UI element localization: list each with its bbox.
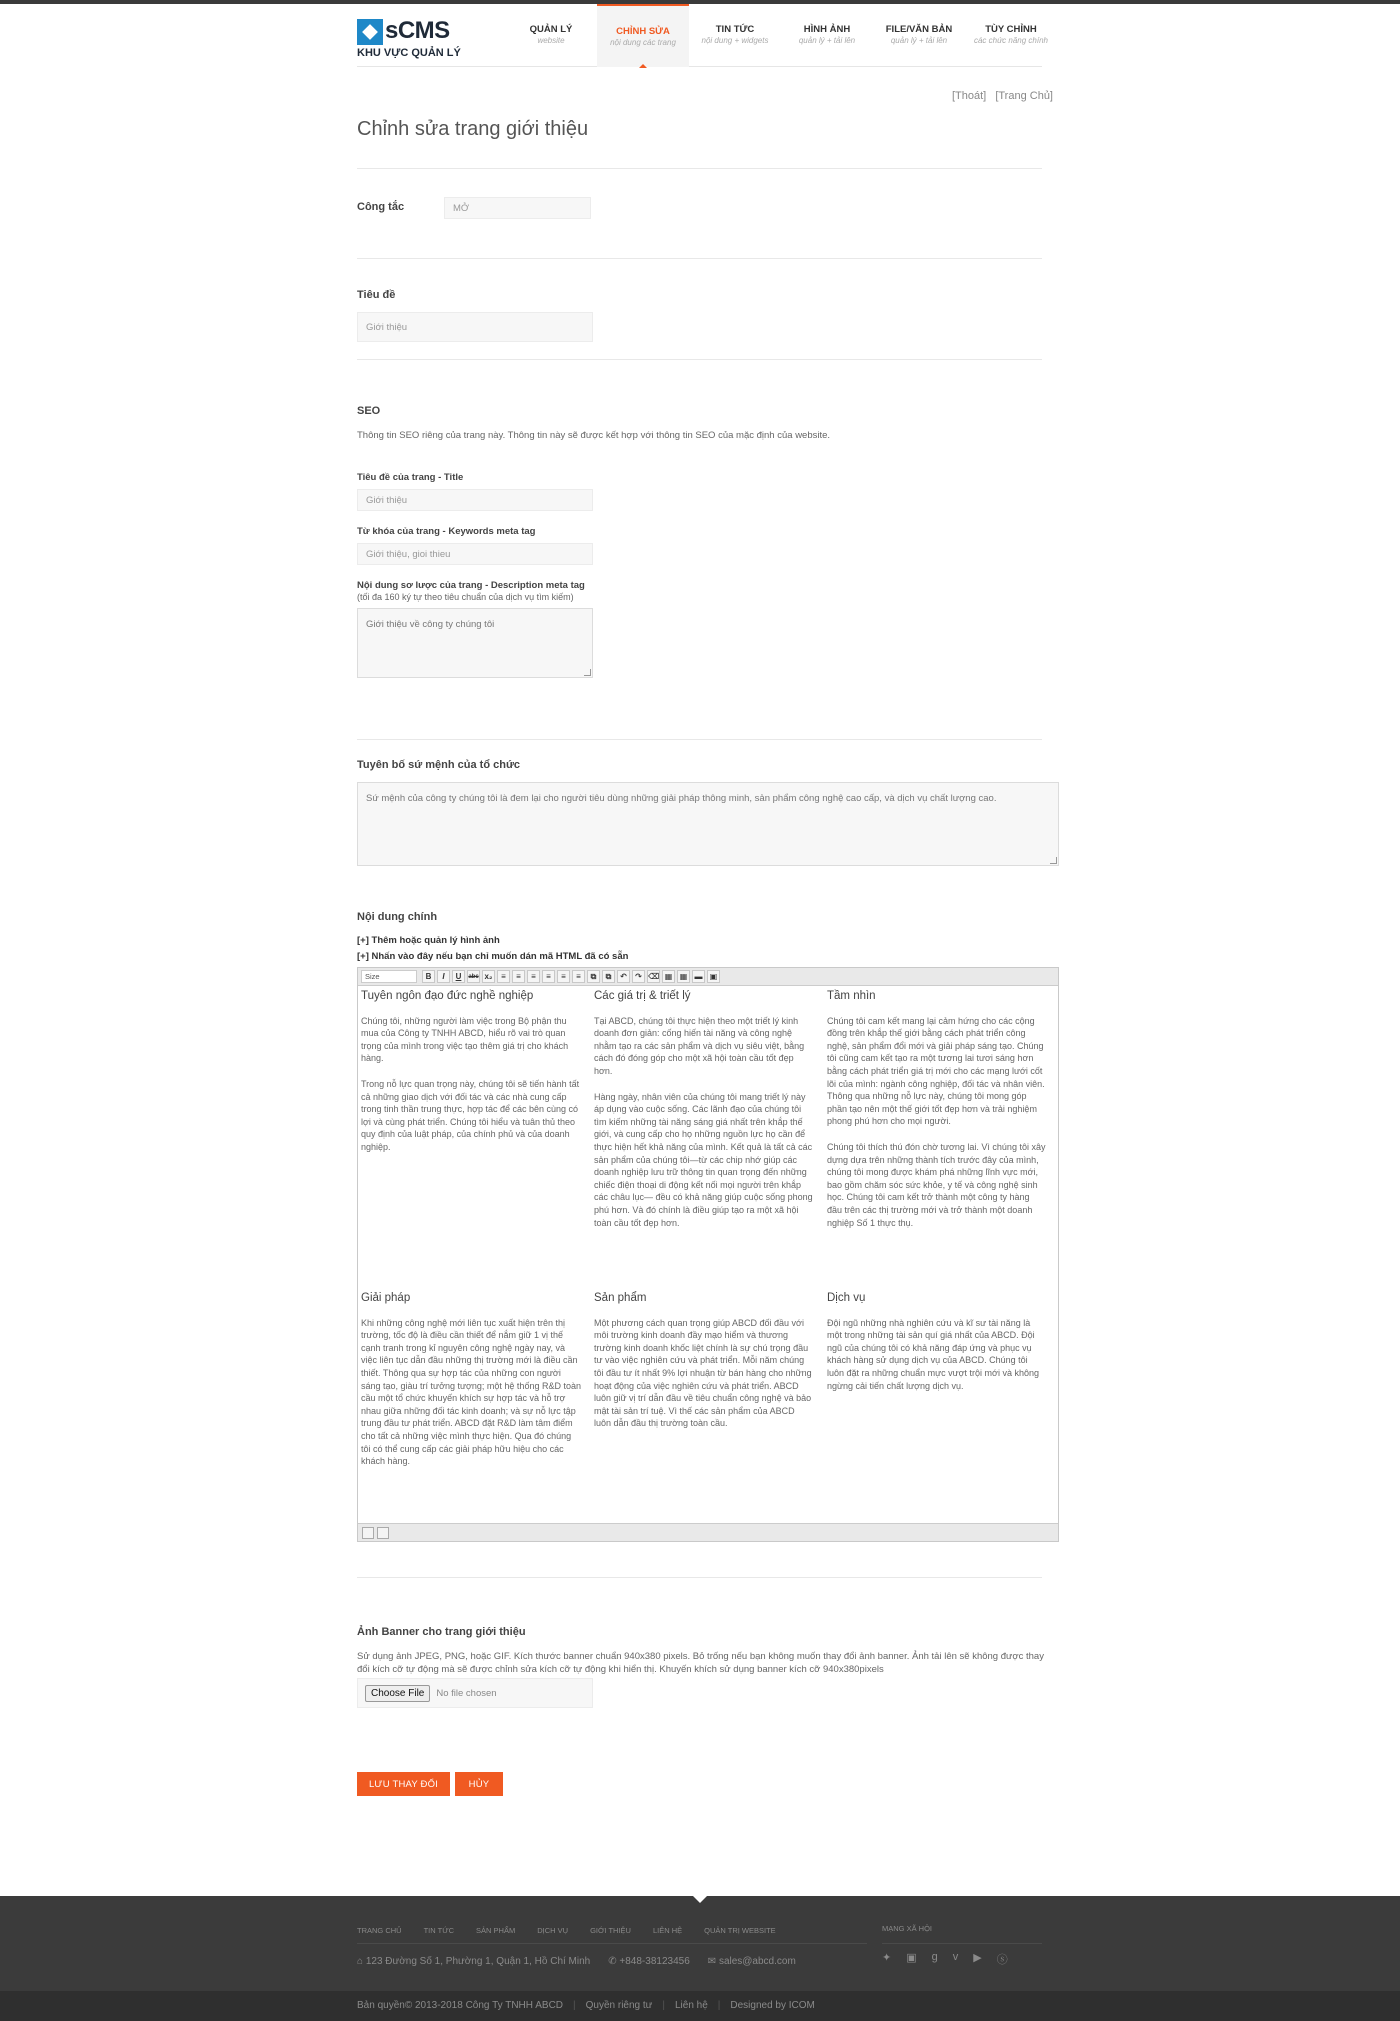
logo[interactable] xyxy=(357,17,461,59)
seo-heading: SEO xyxy=(357,405,381,417)
mail-icon: ✉ xyxy=(707,1956,719,1967)
footer-contact xyxy=(357,1956,796,1967)
skype-icon[interactable]: ⓢ xyxy=(996,1954,1008,1966)
footer-link-home[interactable]: TRANG CHỦ xyxy=(357,1926,402,1935)
column-paragraph: Tại ABCD, chúng tôi thực hiện theo một triết lý kinh doanh đơn giản: cống hiến tài năng và công nghệ nhằm tạo ra các sản phẩm và dịch vụ siêu việt, bằng cách đó đóng góp cho một xã hội toàn cầu tốt đẹp hơn. xyxy=(594,1015,805,1076)
editor-column-ethics xyxy=(361,990,581,1167)
underline-button[interactable]: U xyxy=(452,970,465,983)
footer-address: ⌂ 123 Đường Số 1, Phường 1, Quận 1, Hồ Chí Minh xyxy=(357,1956,591,1967)
designed-by: Designed by ICOM xyxy=(730,2000,815,2011)
remove-format-button[interactable]: ⌫ xyxy=(648,972,660,981)
nav-item-hinh-anh[interactable]: HÌNH ẢNH quản lý + tải lên xyxy=(798,24,856,45)
contact-link[interactable]: Liên hệ xyxy=(674,2000,708,2011)
strikethrough-button[interactable]: abc xyxy=(467,970,480,983)
footer-link-contact[interactable]: LIÊN HỆ xyxy=(652,1926,683,1935)
insert-table-button[interactable]: ▣ xyxy=(707,970,720,983)
twitter-icon[interactable]: ✦ xyxy=(882,1952,892,1964)
seo-description-hint: (tối đa 160 ký tự theo tiêu chuẩn của dịch vụ tìm kiếm) xyxy=(357,592,574,602)
editor-bottom-bar xyxy=(358,1523,1058,1541)
title-label: Tiêu đề xyxy=(357,289,396,301)
divider xyxy=(357,739,1042,740)
column-title: Tầm nhìn xyxy=(827,990,876,1002)
paste-button[interactable]: ⧉ xyxy=(602,970,615,983)
nav-item-chinh-sua[interactable]: CHỈNH SỬA nội dung các trang xyxy=(597,4,689,67)
choose-file-button[interactable]: Choose File xyxy=(365,1685,430,1702)
editor-column-values xyxy=(594,990,814,1242)
unordered-list-button[interactable]: ≡ xyxy=(512,970,525,983)
insert-link-button[interactable]: ▦ xyxy=(677,970,690,983)
column-title: Giải pháp xyxy=(361,1292,411,1304)
seo-keywords-input[interactable]: Giới thiệu, gioi thieu xyxy=(357,543,593,565)
content-label: Nội dung chính xyxy=(357,911,438,923)
editor-column-services xyxy=(827,1292,1047,1405)
social-label: MẠNG XÃ HỘI xyxy=(882,1924,933,1933)
outdent-button[interactable]: ≡ xyxy=(527,970,540,983)
seo-keywords-label: Từ khóa của trang - Keywords meta tag xyxy=(357,526,536,537)
logo-brand: sCMS xyxy=(385,17,450,44)
column-paragraph: Hàng ngày, nhân viên của chúng tôi mang triết lý này áp dụng vào cuộc sống. Các lãnh đạo của chúng tôi tìm kiếm những tài năng sáng giá nhất trên khắp thế giới, và cung cấp cho họ những nguồn lực họ cần để thực hiện hết khả năng của mình. Kết quả là tất cả các sản phẩm của chúng tôi—từ các chip nhớ giúp các doanh nghiệp lưu trữ thông tin quan trọng đến những chiếc điện thoại di động kết nối mọi người trên khắp các châu lục— đều có khả năng giúp cuộc sống phong phú hơn. Và đó chính là điều giúp tạo ra một xã hội toàn cầu tốt đẹp hơn. xyxy=(594,1091,813,1228)
top-links xyxy=(946,90,1053,102)
column-paragraph: Một phương cách quan trọng giúp ABCD đối đầu với môi trường kinh doanh đầy mạo hiểm và thương trường kinh doanh khốc liệt chính là sự chú trọng đầu tư vào việc nghiên cứu và phát triển. Mỗi năm chúng tôi đầu tư ít nhất 9% lợi nhuận từ bán hàng cho những hoạt động của việc nghiên cứu và phát triển. ABCD luôn giữ vị trí dẫn đầu về tiêu chuẩn công nghệ và bảo mật tài sản trí tuệ. Vì thế các sản phẩm của ABCD luôn dẫn đầu thị trường toàn cầu. xyxy=(594,1317,812,1429)
switch-label: Công tắc xyxy=(357,201,405,213)
manage-images-link[interactable]: [+] Thêm hoặc quản lý hình ảnh xyxy=(357,935,500,946)
column-title: Dịch vụ xyxy=(827,1292,866,1304)
footer xyxy=(0,1896,1400,2021)
phone-icon: ✆ xyxy=(608,1956,620,1967)
home-link[interactable]: [Trang Chủ] xyxy=(995,90,1053,102)
subscript-button[interactable]: x₂ xyxy=(482,970,495,983)
rich-text-editor[interactable] xyxy=(357,967,1059,1542)
seo-title-label: Tiêu đề của trang - Title xyxy=(357,472,464,483)
editor-column-solutions xyxy=(361,1292,581,1481)
footer-link-services[interactable]: DỊCH VỤ xyxy=(537,1926,569,1935)
nav-item-quan-ly[interactable]: QUẢN LÝ website xyxy=(529,24,573,45)
footer-link-about[interactable]: GIỚI THIỆU xyxy=(590,1926,631,1935)
column-paragraph: Đội ngũ những nhà nghiên cứu và kĩ sư tài năng là một trong những tài sản quí giá nhất của ABCD. Đội ngũ của chúng tôi có khả năng đáp ứng và phục vụ khách hàng sử dụng dịch vụ của ABCD. Chúng tôi luôn đặt ra những chuẩn mực vượt trội mới và không ngừng cải tiến chất lượng dịch vụ. xyxy=(827,1317,1039,1391)
divider xyxy=(357,1577,1042,1578)
undo-button[interactable]: ↶ xyxy=(617,970,630,983)
column-title: Sản phẩm xyxy=(594,1292,647,1304)
editor-column-products xyxy=(594,1292,814,1443)
seo-description-label: Nội dung sơ lược của trang - Description meta tag xyxy=(357,580,585,591)
editor-column-vision xyxy=(827,990,1047,1242)
switch-select[interactable]: MỞ xyxy=(444,197,591,219)
youtube-icon[interactable]: ▶ xyxy=(973,1952,982,1964)
separator: | xyxy=(662,2000,665,2011)
logo-icon xyxy=(357,19,383,45)
social-icons xyxy=(882,1951,1008,1967)
footer-phone: ✆ +848-38123456 xyxy=(608,1956,690,1967)
column-title: Tuyên ngôn đạo đức nghề nghiệp xyxy=(361,990,534,1002)
page-title: Chỉnh sửa trang giới thiệu xyxy=(357,118,589,140)
footer-link-admin[interactable]: QUẢN TRỊ WEBSITE xyxy=(704,1926,776,1935)
column-paragraph: Trong nỗ lực quan trọng này, chúng tôi sẽ tiến hành tất cả những giao dịch với đối tác và các nhà cung cấp trong tinh thần trung thực, hợp tác để các bên cùng có lợi và cùng phát triển. Chúng tôi hiểu và tuân thủ theo quy định của luật pháp, của chính phủ và của doanh nghiệp. xyxy=(361,1078,580,1152)
main-nav xyxy=(505,4,1057,67)
separator: | xyxy=(717,2000,721,2011)
home-icon: ⌂ xyxy=(357,1956,366,1967)
insert-image-button[interactable]: ▦ xyxy=(662,970,675,983)
logo-subtitle: KHU VỰC QUẢN LÝ xyxy=(357,47,461,59)
privacy-link[interactable]: Quyền riêng tư xyxy=(585,2000,653,2011)
copyright: Bản quyền© 2013-2018 Công Ty TNHH ABCD xyxy=(357,2000,564,2011)
separator: | xyxy=(573,2000,576,2011)
editor-toolbar xyxy=(358,968,1058,986)
seo-title-input[interactable]: Giới thiệu xyxy=(357,489,593,511)
footer-bottom xyxy=(0,1991,1400,2021)
ordered-list-button[interactable]: ≡ xyxy=(497,970,510,983)
no-file-label: No file chosen xyxy=(436,1687,497,1699)
footer-email[interactable]: ✉ sales@abcd.com xyxy=(707,1956,796,1967)
seo-description-textarea[interactable]: Giới thiệu về công ty chúng tôi xyxy=(357,608,593,678)
banner-label: Ảnh Banner cho trang giới thiệu xyxy=(357,1626,526,1638)
font-size-select[interactable]: Size xyxy=(361,970,417,983)
google-plus-icon[interactable]: g xyxy=(931,1951,938,1963)
column-paragraph: Chúng tôi cam kết mang lại cảm hứng cho các cộng đồng trên khắp thế giới bằng cách phát triển công nghệ, sản phẩm đổi mới và giải pháp sáng tạo. Chúng tôi cũng cam kết tạo ra một tương lai tươi sáng hơn bằng cách phát triển giá trị mới cho các mạng lưới cốt lõi của mình: ngành công nghiệp, đối tác và nhân viên. Thông qua những nỗ lực này, chúng tôi mong góp phần tạo nên một thế giới tốt đẹp hơn và trải nghiệm phong phú hơn cho mọi người. xyxy=(827,1015,1045,1127)
banner-file-input[interactable] xyxy=(357,1678,593,1708)
footer-link-products[interactable]: SẢN PHẨM xyxy=(476,1926,516,1935)
paste-html-link[interactable]: [+] Nhấn vào đây nếu bạn chỉ muốn dán mã HTML đã có sẵn xyxy=(357,951,629,962)
nav-item-tuy-chinh[interactable]: TÙY CHỈNH các chức năng chính xyxy=(973,24,1048,45)
column-paragraph: Chúng tôi thích thú đón chờ tương lai. Vì chúng tôi xây dựng dựa trên những thành tích trước đây của mình, chúng tôi mong được khám phá những lĩnh vực mới, bao gồm chăm sóc sức khỏe, y tế và công nghệ sinh học. Chúng tôi cam kết trở thành một công ty hàng đầu trên các thị trường mới và trở thành một doanh nghiệp Số 1 thực thụ. xyxy=(827,1141,1046,1228)
divider xyxy=(357,258,1042,259)
banner-description: Sử dụng ảnh JPEG, PNG, hoặc GIF. Kích thước banner chuẩn 940x380 pixels. Bỏ trống nếu bạn không muốn thay đổi ảnh banner. Ảnh tải lên sẽ không được thay đổi kích cỡ tự động mà sẽ được chỉnh sửa kích cỡ tự động khi hiển thị. Khuyến khích sử dụng banner kích cỡ 940x380pixels xyxy=(357,1651,1044,1675)
facebook-icon[interactable]: ▣ xyxy=(906,1952,917,1964)
column-title: Các giá trị & triết lý xyxy=(594,990,691,1002)
vimeo-icon[interactable]: v xyxy=(952,1951,959,1963)
mission-label: Tuyên bố sứ mệnh của tổ chức xyxy=(357,759,521,771)
footer-divider xyxy=(357,1943,867,1944)
horizontal-rule-button[interactable]: ▬ xyxy=(692,970,705,983)
copy-button[interactable]: ⧉ xyxy=(587,970,600,983)
cancel-button[interactable]: HỦY xyxy=(455,1772,503,1796)
header xyxy=(357,4,1048,67)
logout-link[interactable]: [Thoát] xyxy=(952,90,987,102)
column-paragraph: Chúng tôi, những người làm việc trong Bộ phận thu mua của Công ty TNHH ABCD, hiểu rõ vai trò quan trọng của mình trong việc tạo thêm giá trị cho khách hàng. xyxy=(361,1015,569,1064)
footer-link-news[interactable]: TIN TỨC xyxy=(423,1926,455,1935)
column-paragraph: Khi những công nghệ mới liên tục xuất hiện trên thị trường, tốc độ là điều cần thiết để nắm giữ 1 vị thế cạnh tranh trong kỉ nguyên công nghệ ngày nay, và việc liên tục dẫn đầu những thị trường mới là điều cần thiết. Thông qua sự hợp tác của những con người sáng tạo, giàu trí tưởng tượng; một hệ thống R&D toàn cầu một tổ chức khuyến khích sự hợp tác và hỗ trợ nhau giữa những đối tác kinh doanh; và sự nỗ lực tập trung đầu tư phát triển. ABCD đặt R&D làm tâm điểm cho tất cả những việc mình thực hiện. Qua đó chúng tôi có thể cung cấp các giải pháp hữu hiệu cho các khách hàng. xyxy=(361,1317,581,1467)
nav-item-tin-tuc[interactable]: TIN TỨC nội dung + widgets xyxy=(701,24,769,45)
align-left-button[interactable]: ≡ xyxy=(542,970,555,983)
mission-textarea[interactable]: Sứ mệnh của công ty chúng tôi là đem lại cho người tiêu dùng những giải pháp thông minh, sản phẩm công nghệ cao cấp, và dịch vụ chất lượng cao. xyxy=(357,782,1059,866)
seo-description: Thông tin SEO riêng của trang này. Thông tin này sẽ được kết hợp với thông tin SEO của mặc định của website. xyxy=(357,430,831,441)
title-input[interactable]: Giới thiệu xyxy=(357,312,593,342)
resize-icon[interactable] xyxy=(362,1527,374,1539)
divider xyxy=(357,168,1042,169)
align-center-button[interactable]: ≡ xyxy=(557,970,570,983)
redo-button[interactable]: ↷ xyxy=(632,970,645,983)
divider xyxy=(357,359,1042,360)
save-button[interactable]: LƯU THAY ĐỔI xyxy=(357,1772,450,1796)
footer-divider xyxy=(882,1943,1042,1944)
html-source-icon[interactable] xyxy=(377,1527,389,1539)
nav-item-file-van-ban[interactable]: FILE/VĂN BẢN quản lý + tải lên xyxy=(885,24,953,45)
align-right-button[interactable]: ≡ xyxy=(572,970,585,983)
bold-button[interactable]: B xyxy=(422,970,435,983)
italic-button[interactable]: I xyxy=(437,970,450,983)
footer-nav xyxy=(357,1926,776,1935)
